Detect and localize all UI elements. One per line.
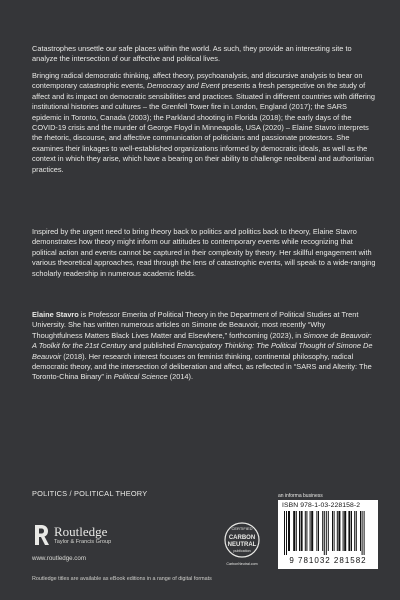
carbon-main-1: CARBON [228, 535, 256, 541]
informa-label: an informa business [278, 493, 323, 499]
barcode-bar [301, 511, 303, 551]
barcode-bar [293, 511, 295, 551]
barcode-panel [278, 500, 378, 569]
ebook-note: Routledge titles are available as eBook editions in a range of digital formats [32, 576, 212, 582]
barcode-bar [360, 511, 361, 551]
blurb-paragraph-3 [32, 227, 376, 279]
publisher-name: Routledge [54, 524, 108, 539]
barcode-bar [316, 511, 317, 551]
barcode-bar [356, 511, 357, 551]
bio-i2: Emancipatory Thinking: The Political Thought of Simone De Beauvoir [32, 341, 373, 361]
routledge-r-icon [32, 523, 50, 547]
book-title: Democracy and Event [147, 81, 220, 91]
barcode-bar [305, 511, 306, 551]
blurb-text-2 [32, 71, 376, 175]
isbn-text: ISBN 978-1-03-228158-2 [282, 502, 361, 509]
bio-t1: is Professor Emerita of Political Theory in the Department of Political Studies at Trent University. She has written numerous articles on Simone de Beauvoir, most recently “Why Thoughtfulness Matters Black Lives Matter and Elsewhere,” forthcoming (2023), in [32, 310, 359, 340]
barcode-guard-bar [324, 511, 325, 555]
barcode-guard-bar [364, 511, 365, 555]
barcode-bar [299, 511, 300, 551]
subject-category: POLITICS / POLITICAL THEORY [32, 489, 148, 498]
barcode-guard-bar [284, 511, 285, 555]
author-bio-text [32, 310, 376, 383]
barcode-bar [322, 511, 323, 551]
bio-t4: (2014). [167, 372, 194, 382]
barcode-bar [318, 511, 319, 551]
barcode-bar [332, 511, 333, 551]
barcode-bar [310, 511, 311, 551]
bio-t3: (2018). Her research interest focuses on feminist thinking, continental philosophy, radical democratic theory, and the intersection of deliberation and affect, as reflected in “SARS and Alterity: The Toronto-China Binary” in [32, 351, 372, 382]
barcode-bar [288, 511, 290, 551]
blurb-text-3: Inspired by the urgent need to bring theory back to politics and politics back to theory, Elaine Stavro demonstrates how theory might inform our attitudes to contemporary events while recognizing that political action and events cannot be captured in their complexity by theory. Her skillful engagement with various theoretical approaches, read through the lens of catastrophic events, will speak to a wide-ranging scholarly readership in numerous academic fields. [32, 227, 376, 278]
carbon-top: CERTIFIED [231, 526, 253, 531]
blurb-paragraph-2 [32, 71, 376, 175]
barcode-block [278, 493, 380, 569]
publisher-website: www.routledge.com [32, 555, 86, 562]
carbon-main-2: NEUTRAL [227, 542, 257, 548]
barcode-bar [338, 511, 340, 551]
blurb-text-1: Catastrophes unsettle our safe places within the world. As such, they provide an interesting site to analyze the intersection of our affective and political lives. [32, 44, 352, 64]
barcode-bar [334, 511, 335, 551]
carbon-site: CarbonNeutral.com [226, 562, 258, 566]
barcode-bar [296, 511, 297, 551]
barcode-bar [351, 511, 352, 551]
publisher-tagline: Taylor & Francis Group [54, 539, 112, 545]
bio-t2: and published [126, 341, 177, 351]
barcode-bar [348, 511, 350, 551]
barcode-bar [311, 511, 313, 551]
blurb-text-2b: presents a fresh perspective on the study of affect and its impact on democratic sensibilities and practices. Situated in different countries with differing institutional histories and cultures – the Grenfell Tower fire in London, England (2017); the SARS epidemic in Toronto, Canada (2003); the Parkland shooting in Florida (2018); the early days of the COVID-19 crisis and the murder of George Floyd in Minneapolis, USA (2020) – Elaine Stavro interprets the rhetoric, discourse, and affective communication of politicians and passionate protestors. She examines their linkages to well-established organizations informed by democratic ideals, as well as the context in which they arise, which have a bearing on their ability to challenge neoliberal and authoritarian practices. [32, 81, 376, 174]
bio-i3: Political Science [113, 372, 168, 382]
barcode-bar [343, 511, 344, 551]
barcode-guard-bar [326, 511, 327, 555]
bio-i1: Simone de Beauvoir: A Toolkit for the 21st Century [32, 330, 372, 351]
carbon-sub: publication [233, 549, 251, 553]
author-bio [32, 310, 376, 383]
author-name: Elaine Stavro [32, 310, 79, 319]
barcode-bar [328, 511, 329, 551]
blurb-text-2a: Bringing radical democratic thinking, affect theory, psychoanalysis, and discursive analysis to bear on contemporary catastrophic events, [32, 71, 363, 91]
barcode-bar [344, 511, 346, 551]
barcode-bar [337, 511, 338, 551]
barcode-digits: 9 781032 281582 [289, 556, 367, 565]
blurb-paragraph-1 [32, 44, 376, 65]
barcode-bars [282, 511, 374, 555]
barcode-guard-bar [362, 511, 363, 555]
carbon-neutral-badge-icon [222, 520, 262, 568]
barcode-bar [354, 511, 355, 551]
barcode-bar [306, 511, 307, 551]
barcode-guard-bar [286, 511, 287, 555]
